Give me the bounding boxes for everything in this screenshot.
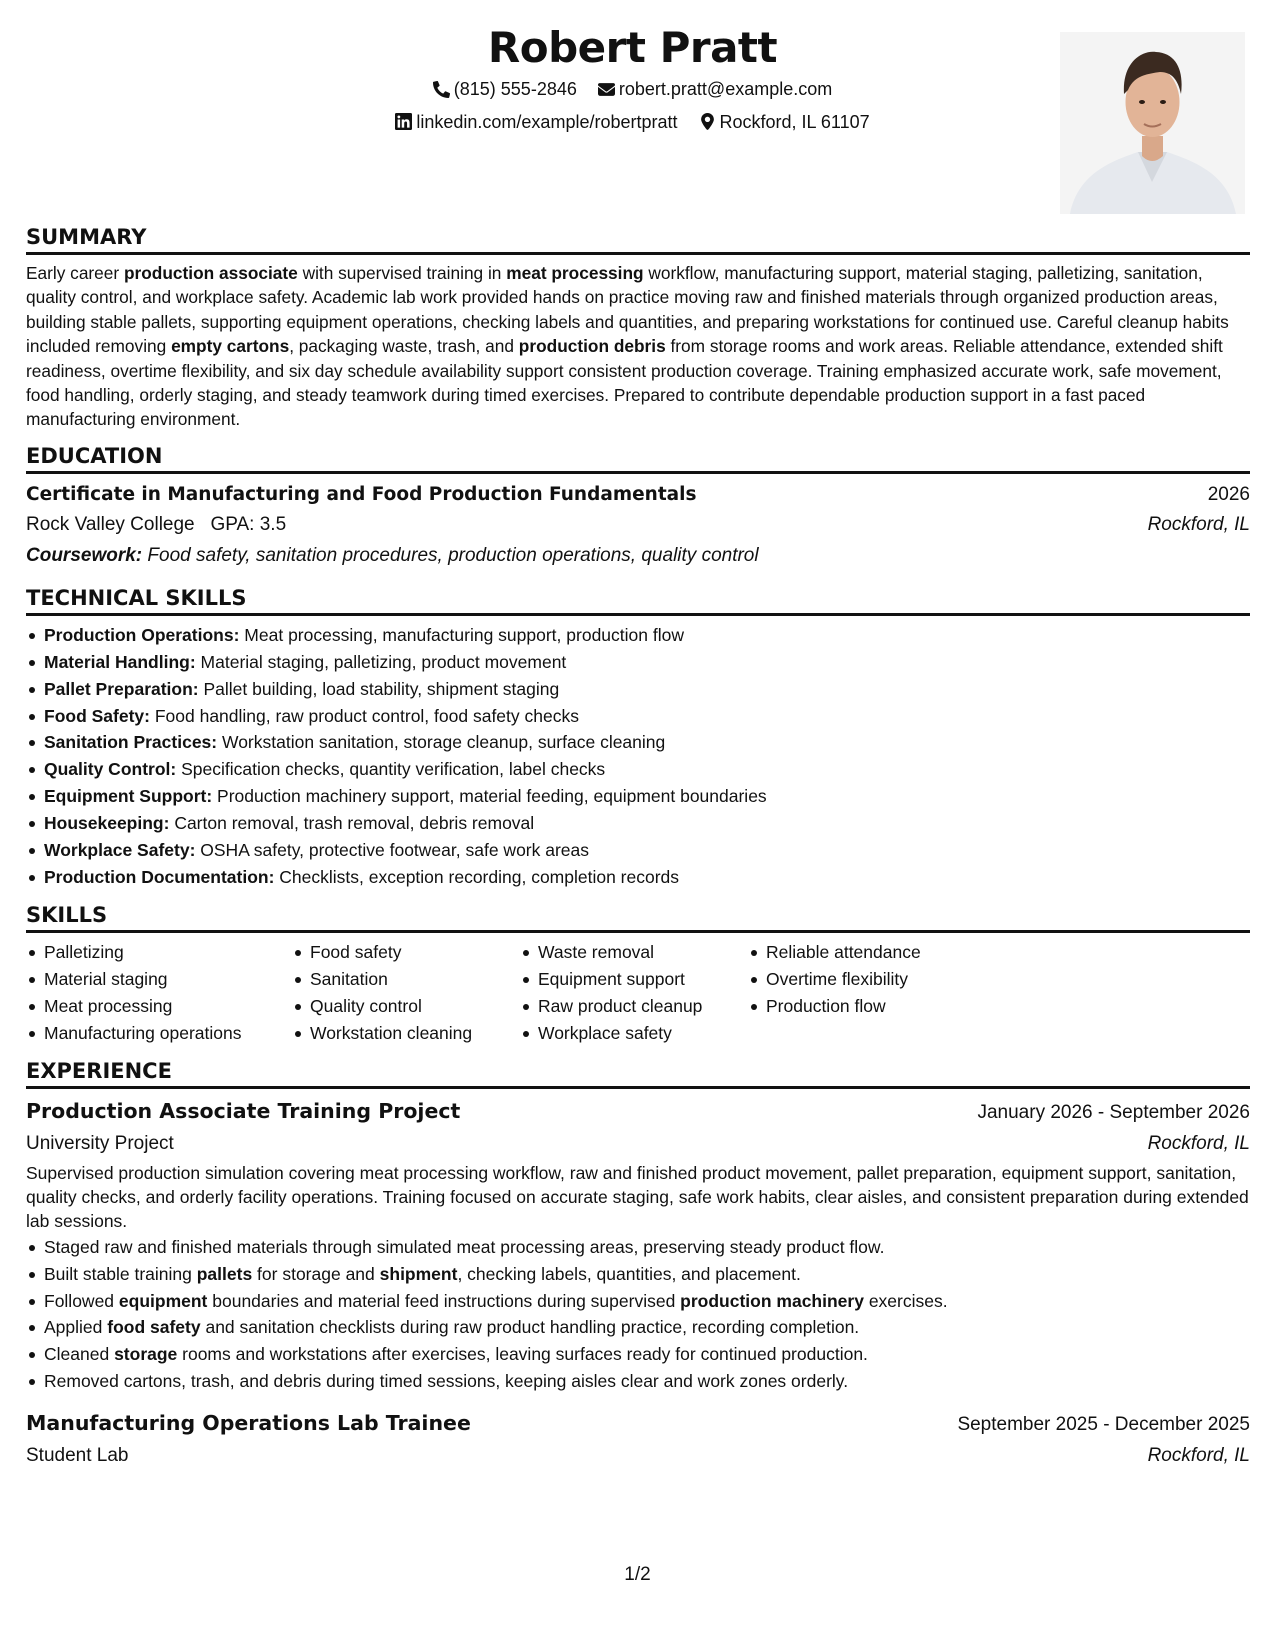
experience-header-row xyxy=(26,1095,1250,1129)
technical-skill-item xyxy=(44,649,1250,676)
technical-skill-text: Material staging, palletizing, product movement xyxy=(195,651,567,672)
job-bullet-item xyxy=(44,1314,1250,1341)
phone-contact xyxy=(433,74,577,104)
job-bullet-text: Built stable training xyxy=(44,1263,197,1284)
technical-skill-text: Food handling, raw product control, food safety checks xyxy=(149,705,579,726)
degree-title: Certificate in Manufacturing and Food Production Fundamentals xyxy=(26,483,697,505)
job-bullet-text: , checking labels, quantities, and placement. xyxy=(457,1263,801,1284)
technical-skill-text: Production machinery support, material feeding, equipment boundaries xyxy=(212,786,767,807)
job-bullet-item xyxy=(44,1234,1250,1261)
job-description: Supervised production simulation covering meat processing workflow, raw and finished product movement, pallet preparation, equipment support, sanitation, quality checks, and orderly facility operations. Training focused on accurate staging, safe work habits, clear aisles, and consistent preparation during extended lab sessions. xyxy=(26,1162,1249,1232)
technical-skill-label: Production Documentation: xyxy=(44,867,275,887)
job-bullet-bold-text: production machinery xyxy=(680,1290,864,1311)
technical-skills-section xyxy=(26,584,1250,891)
job-bullet-bold-text: pallets xyxy=(196,1263,253,1284)
technical-skill-text: Specification checks, quantity verification, label checks xyxy=(176,759,606,780)
job-bullet-item xyxy=(44,1288,1250,1315)
experience-list xyxy=(26,1095,1250,1472)
job-location: Rockford, IL xyxy=(1147,1132,1250,1154)
coursework-list: Food safety, sanitation procedures, production operations, quality control xyxy=(142,544,759,566)
skill-item: Equipment support xyxy=(538,966,748,993)
technical-skill-label: Equipment Support: xyxy=(44,786,213,807)
skills-section xyxy=(26,901,1250,1047)
coursework xyxy=(26,540,1250,572)
summary-bold-text: meat processing xyxy=(506,263,644,283)
email-contact[interactable] xyxy=(598,74,832,104)
candidate-name: Robert Pratt xyxy=(487,23,778,72)
skills-column xyxy=(520,939,748,1047)
skills-column xyxy=(292,939,520,1047)
job-bullet-text: exercises. xyxy=(863,1290,948,1311)
profile-photo xyxy=(1060,32,1245,214)
job-dates: September 2025 - December 2025 xyxy=(957,1414,1250,1436)
technical-skill-label: Production Operations: xyxy=(44,624,240,645)
job-bullet-bold-text: storage xyxy=(114,1344,178,1365)
job-bullet-text: Applied xyxy=(44,1317,108,1338)
section-title-skills: SKILLS xyxy=(26,901,1250,933)
job-bullet-bold-text: shipment xyxy=(379,1263,458,1284)
technical-skill-label: Pallet Preparation: xyxy=(44,678,199,699)
skill-item: Workstation cleaning xyxy=(310,1020,520,1047)
skill-item: Food safety xyxy=(310,939,520,966)
job-bullet-text: for storage and xyxy=(252,1263,380,1284)
technical-skill-item xyxy=(44,810,1250,837)
location-text: Rockford, IL 61107 xyxy=(719,111,870,132)
technical-skill-text: Pallet building, load stability, shipment staging xyxy=(198,678,560,699)
technical-skills-list xyxy=(26,622,1250,891)
technical-skill-item xyxy=(44,783,1250,810)
skill-item: Material staging xyxy=(44,966,292,993)
technical-skill-text: Meat processing, manufacturing support, production flow xyxy=(239,624,684,645)
email-address[interactable]: robert.pratt@example.com xyxy=(618,79,833,99)
technical-skill-item xyxy=(44,622,1250,649)
job-bullets xyxy=(26,1234,1250,1395)
envelope-icon xyxy=(598,81,615,98)
technical-skill-label: Housekeeping: xyxy=(44,813,170,834)
summary-text: from storage rooms and work areas. Reliable attendance, extended shift readiness, overtime flexibility, and six day schedule availability support consistent production coverage. Training emphasized accurate work, safe movement, food handling, orderly staging, and steady teamwork during timed exercises. Prepared to contribute dependable production support in a fast paced manufacturing environment. xyxy=(26,336,1223,430)
experience-entry xyxy=(26,1095,1250,1396)
skills-column xyxy=(26,939,292,1047)
skills-column xyxy=(748,939,986,1047)
skill-item: Manufacturing operations xyxy=(44,1020,292,1047)
technical-skill-label: Material Handling: xyxy=(44,651,196,672)
summary-text: , packaging waste, trash, and xyxy=(289,336,519,357)
skill-item: Quality control xyxy=(310,993,520,1020)
education-row-1 xyxy=(26,480,1250,510)
technical-skill-item xyxy=(44,729,1250,756)
linkedin-icon xyxy=(395,113,412,130)
job-bullet-text: Removed cartons, trash, and debris during timed sessions, keeping aisles clear and work zones orderly. xyxy=(44,1371,849,1392)
location-contact xyxy=(699,107,870,137)
skill-item: Overtime flexibility xyxy=(766,966,986,993)
section-title-education: EDUCATION xyxy=(26,442,1250,474)
technical-skill-label: Food Safety: xyxy=(44,705,150,726)
linkedin-url[interactable]: linkedin.com/example/robertpratt xyxy=(416,111,678,132)
job-organization: Student Lab xyxy=(26,1445,129,1467)
experience-header-row xyxy=(26,1407,1250,1441)
summary-bold-text: production associate xyxy=(123,263,298,283)
experience-section xyxy=(26,1057,1250,1472)
technical-skill-item xyxy=(44,864,1250,891)
job-location: Rockford, IL xyxy=(1147,1445,1250,1467)
portrait-image xyxy=(1060,32,1245,214)
job-bullet-item xyxy=(44,1261,1250,1288)
education-section xyxy=(26,442,1250,572)
section-title-summary: SUMMARY xyxy=(26,223,1250,255)
experience-entry xyxy=(26,1407,1250,1471)
phone-icon xyxy=(433,81,450,98)
summary-bold-text: production debris xyxy=(518,336,666,357)
job-bullet-text: Followed xyxy=(44,1290,119,1311)
technical-skill-item xyxy=(44,676,1250,703)
skill-item: Sanitation xyxy=(310,966,520,993)
school-name: Rock Valley College xyxy=(26,513,195,535)
phone-number: (815) 555-2846 xyxy=(453,79,577,99)
job-bullet-bold-text: food safety xyxy=(107,1317,201,1338)
skill-item: Workplace safety xyxy=(538,1020,748,1047)
technical-skill-label: Workplace Safety: xyxy=(44,840,196,861)
job-dates: January 2026 - September 2026 xyxy=(977,1101,1250,1123)
job-bullet-text: Staged raw and finished materials through simulated meat processing areas, preserving steady product flow. xyxy=(44,1236,885,1257)
school-info xyxy=(26,510,286,540)
education-row-2 xyxy=(26,510,1250,540)
linkedin-contact[interactable] xyxy=(395,107,677,137)
skill-item: Production flow xyxy=(766,993,986,1020)
skills-grid xyxy=(26,939,1250,1047)
graduation-year: 2026 xyxy=(1207,483,1250,505)
section-title-technical-skills: TECHNICAL SKILLS xyxy=(26,584,1250,616)
job-bullet-text: rooms and workstations after exercises, leaving surfaces ready for continued production. xyxy=(177,1344,868,1365)
technical-skill-label: Quality Control: xyxy=(44,759,177,780)
technical-skill-text: Carton removal, trash removal, debris removal xyxy=(169,813,535,834)
summary-section xyxy=(26,223,1250,432)
technical-skill-text: Checklists, exception recording, completion records xyxy=(274,867,680,887)
summary-text: with supervised training in xyxy=(297,263,507,283)
skill-item: Waste removal xyxy=(538,939,748,966)
skill-item: Palletizing xyxy=(44,939,292,966)
job-title: Manufacturing Operations Lab Trainee xyxy=(26,1411,471,1436)
experience-org-row xyxy=(26,1441,1250,1471)
job-title: Production Associate Training Project xyxy=(26,1098,461,1123)
summary-text: workflow, manufacturing support, material staging, palletizing, sanitation, quality control, and workplace safety. Academic lab work provided hands on practice moving raw and finished materials through organized production areas, building stable pallets, supporting equipment operations, checking labels and quantities, and preparing workstations for continued use. Careful cleanup habits included removing xyxy=(26,263,1229,357)
skill-item: Meat processing xyxy=(44,993,292,1020)
job-bullet-item xyxy=(44,1368,1250,1395)
technical-skill-text: Workstation sanitation, storage cleanup, surface cleaning xyxy=(217,732,666,753)
skill-item: Raw product cleanup xyxy=(538,993,748,1020)
job-organization: University Project xyxy=(26,1132,174,1154)
skill-item: Reliable attendance xyxy=(766,939,986,966)
experience-org-row xyxy=(26,1129,1250,1159)
coursework-label: Coursework: xyxy=(26,544,143,566)
job-bullet-text: Cleaned xyxy=(44,1344,115,1365)
technical-skill-item xyxy=(44,756,1250,783)
job-bullet-text: boundaries and material feed instructions during supervised xyxy=(207,1290,681,1311)
technical-skill-item xyxy=(44,703,1250,730)
job-bullet-text: and sanitation checklists during raw product handling practice, recording completion. xyxy=(200,1317,860,1338)
section-title-experience: EXPERIENCE xyxy=(26,1057,1250,1089)
gpa: GPA: 3.5 xyxy=(210,513,287,535)
job-bullet-bold-text: equipment xyxy=(118,1290,208,1311)
map-pin-icon xyxy=(699,113,716,130)
page-number: 1/2 xyxy=(624,1564,651,1585)
school-location: Rockford, IL xyxy=(1147,513,1250,535)
technical-skill-item xyxy=(44,837,1250,864)
technical-skill-text: OSHA safety, protective footwear, safe work areas xyxy=(195,840,590,861)
job-bullet-item xyxy=(44,1341,1250,1368)
summary-text xyxy=(26,261,1250,432)
summary-text: Early career xyxy=(26,263,124,283)
summary-bold-text: empty cartons xyxy=(171,336,290,357)
technical-skill-label: Sanitation Practices: xyxy=(44,732,218,753)
resume-content xyxy=(26,223,1250,1477)
